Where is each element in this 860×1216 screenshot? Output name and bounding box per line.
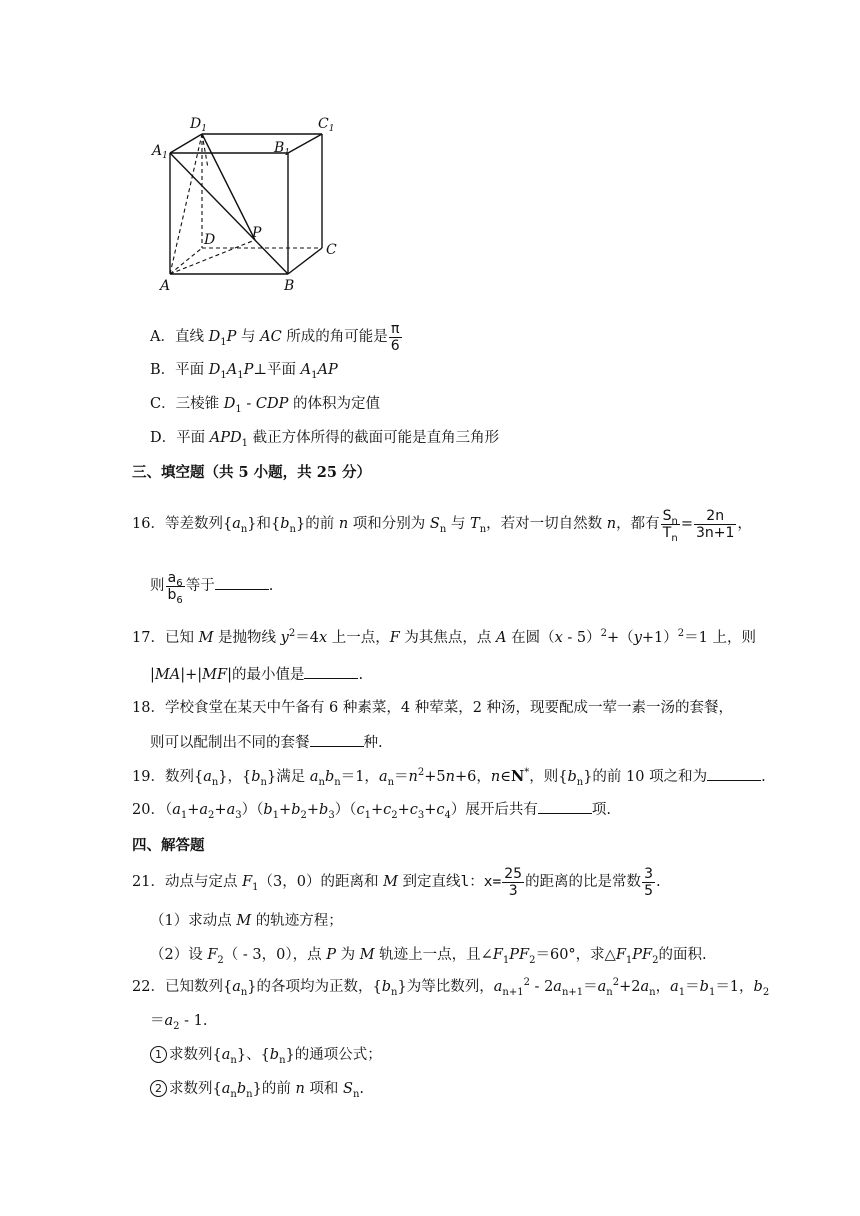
fraction-a6-over-b6: $\frac{a_6}{b_6}$	[167, 569, 183, 606]
answer-blank-20[interactable]	[538, 799, 592, 814]
option-d: D．平面 $APD_1$ 截正方体所得的截面可能是直角三角形	[150, 430, 500, 449]
circled-number-2: 2	[150, 1080, 167, 1097]
question-18: 18．学校食堂在某天中午备有 6 种素菜，4 种荤菜，2 种汤，现要配成一荤一素一汤的套餐，	[132, 700, 734, 716]
fraction-3-5: $\frac{3}{5}$	[644, 865, 653, 899]
question-22-part2: 2 求数列$\{a_nb_n\}$的前 n 项和 $S_n$.	[150, 1078, 364, 1100]
question-17-line2: |MA|+|MF|的最小值是 .	[150, 664, 363, 686]
answer-blank-19[interactable]	[707, 766, 761, 781]
question-21-part1: （1）求动点 M 的轨迹方程；	[150, 913, 343, 929]
label-p: P	[252, 225, 262, 241]
option-c: C．三棱锥 $D_1$ - CDP 的体积为定值	[150, 396, 380, 415]
edge-a1-d1	[170, 134, 202, 153]
label-a1: $A_1$	[152, 143, 168, 161]
fraction-pi-6: $\frac{\pi}{6}$	[390, 320, 400, 354]
cube-figure	[140, 108, 350, 298]
section-4-heading: 四、解答题	[132, 837, 205, 854]
section-3-heading: 三、填空题（共 5 小题，共 25 分）	[132, 464, 371, 481]
fraction-s-over-t: $\frac{S_n}{T_n}$	[662, 507, 678, 544]
label-c1: $C_1$	[318, 116, 335, 134]
label-a: A	[160, 278, 171, 294]
question-21: 21．动点与定点 $F_1(3$，0）的距离和 M 到定直线l：x= $\frac{25}{3}$ 的距离的比是常数 $\frac{3}{5}$ .	[132, 865, 661, 899]
label-b: B	[284, 278, 295, 294]
circled-number-1: 1	[150, 1046, 167, 1063]
label-b1: $B_1$	[274, 140, 291, 158]
answer-blank-18[interactable]	[310, 732, 364, 747]
fraction-25-3: $\frac{25}{3}$	[504, 865, 523, 899]
label-d1: $D_1$	[190, 116, 207, 134]
answer-blank-17[interactable]	[304, 664, 358, 679]
question-17: 17．已知 M 是抛物线 $y^2=4x$ 上一点，F 为其焦点，点 A 在圆$(x - 5)^2+(y+1)^2=1$ 上，则	[132, 628, 756, 646]
question-22-line2: $=a_2 - 1$.	[150, 1013, 208, 1032]
label-d: D	[204, 232, 216, 248]
question-16-line2: 则 $\frac{a_6}{b_6}$ 等于 .	[150, 569, 274, 606]
question-19: 19．数列$\{a_n\}$，$\{b_n\}$满足 $a_nb_n=1$，$a_n=n^2+5n+6$，n∈N*，则$\{b_n\}$的前 10 项之和为 .	[132, 767, 766, 788]
option-a: A．直线 $D_1P$ 与 AC 所成的角可能是 $\frac{\pi}{6}$	[150, 320, 400, 354]
segment-d1-p	[202, 134, 255, 240]
edge-b-c	[288, 248, 322, 274]
question-16: 16．等差数列$\{a_n\}$和$\{b_n\}$的前 n 项和分别为 $S_n$ 与 $T_n$，若对一切自然数 n，都有 $\frac{S_n}{T_n}$ = $\frac{2n}{3n+1}$ ，	[132, 507, 752, 544]
question-20: 20．$(a_1+a_2+a_3)(b_1+b_2+b_3)(c_1+c_2+c_3+c_4)$展开后共有 项.	[132, 799, 611, 821]
answer-blank-16[interactable]	[215, 575, 269, 590]
question-18-line2: 则可以配制出不同的套餐 种.	[150, 732, 383, 754]
question-22-part1: 1 求数列$\{a_n\}$、$\{b_n\}$的通项公式；	[150, 1044, 382, 1066]
fraction-2n-over-3n1: $\frac{2n}{3n+1}$	[695, 507, 735, 541]
label-c: C	[326, 242, 337, 258]
question-21-part2: （2）设 $F_2( - 3$，0），点 P 为 M 轨迹上一点，且$\angle F_1PF_2=60^\circ$，求$\triangle F_1PF_2$的面积.	[150, 947, 707, 966]
option-b: B．平面 $D_1A_1P\perp$平面 $A_1AP$	[150, 362, 338, 381]
segment-a1-b	[170, 153, 288, 274]
edge-b1-c1	[288, 134, 322, 153]
hidden-segment-a-d1	[170, 134, 202, 274]
question-22: 22．已知数列$\{a_n\}$的各项均为正数，$\{b_n\}$为等比数列，$a_{n+1}^2 - 2a_{n+1}=a_n^2+2a_n$，$a_1=b_1=1$，$b_2$	[132, 977, 770, 998]
